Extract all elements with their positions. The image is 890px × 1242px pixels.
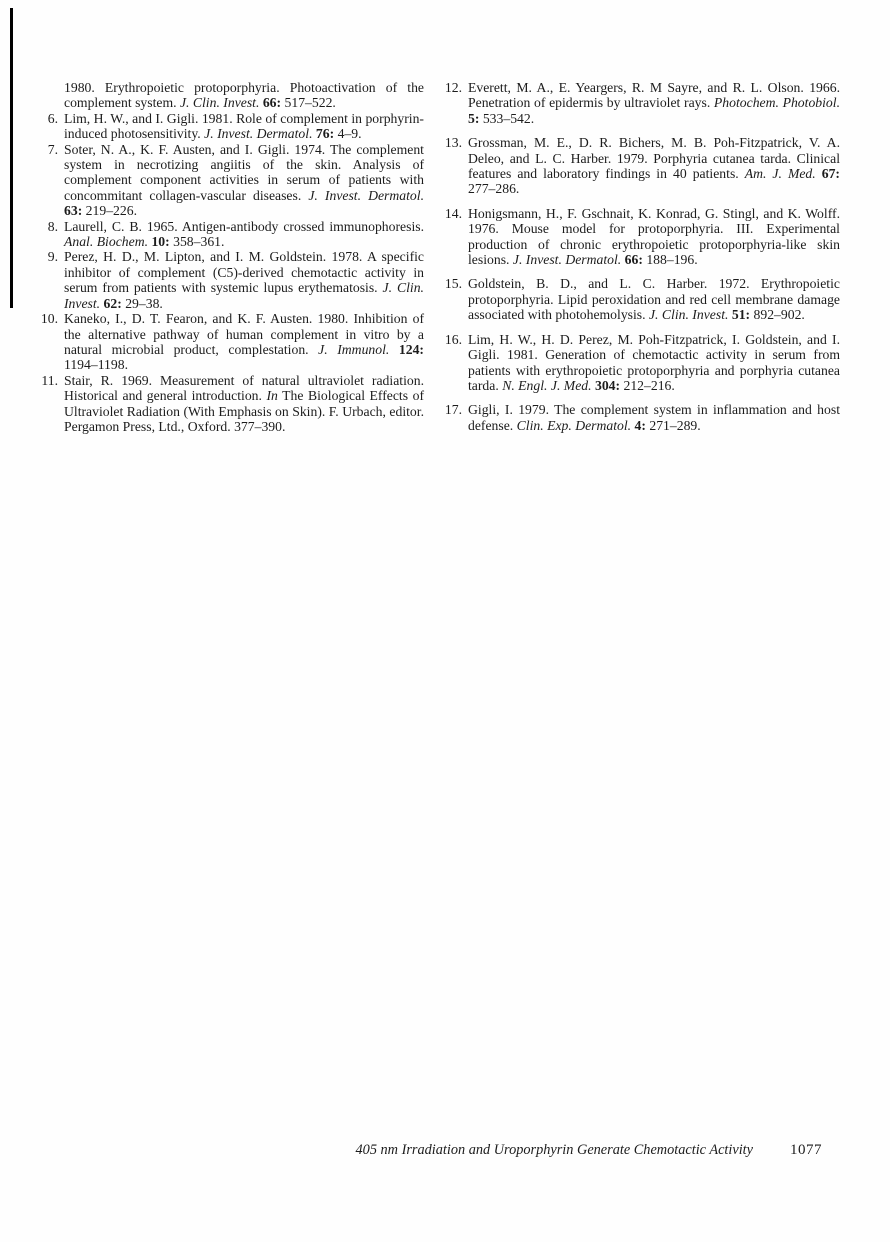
- reference-number: 14.: [444, 205, 462, 221]
- reference-item: [40, 219, 424, 250]
- reference-text-segment: 517–522.: [281, 95, 336, 111]
- reference-text-segment: 66:: [262, 95, 282, 111]
- reference-item: [40, 373, 424, 435]
- reference-text-segment: J. Invest. Dermatol.: [204, 126, 316, 142]
- reference-number: 12.: [444, 80, 462, 95]
- reference-text-segment: Soter, N. A., K. F. Austen, and I. Gigli. 1974. The complement system in necrotizing angiitis of the skin. Analysis of complement component activities in serum of patients with concommitant collagen-vascular diseases.: [64, 141, 424, 203]
- reference-text-segment: Lim, H. W., and I. Gigli. 1981. Role of complement in porphyrin-induced photosensitivity.: [64, 110, 424, 142]
- reference-text-segment: In: [266, 388, 278, 404]
- reference-text-segment: 892–902.: [750, 307, 805, 323]
- reference-text-segment: J. Clin. Invest.: [179, 95, 263, 111]
- reference-item: [440, 135, 840, 197]
- reference-text-segment: 271–289.: [645, 417, 701, 433]
- reference-text-segment: Goldstein, B. D., and L. C. Harber. 1972. Erythropoietic protoporphyria. Lipid peroxidation and red cell membrane damage associated with photohemolysis.: [468, 276, 840, 323]
- reference-number: 7.: [47, 141, 58, 157]
- references-left-column: [40, 80, 424, 434]
- reference-item: [40, 249, 424, 311]
- reference-number: 13.: [444, 135, 462, 151]
- reference-text-segment: Lim, H. W., H. D. Perez, M. Poh-Fitzpatrick, I. Goldstein, and I. Gigli. 1981. Generation of chemotactic activity in serum from patients with erythropoietic protoporphyria and porphyria cutanea tarda.: [468, 331, 840, 393]
- reference-text-segment: Kaneko, I., D. T. Fearon, and K. F. Austen. 1980. Inhibition of the alternative pathway of human complement in vitro by a natural microbial product, complestation.: [64, 311, 424, 357]
- reference-text-segment: 124:: [398, 341, 424, 357]
- reference-item: [440, 206, 840, 268]
- reference-item: [440, 276, 840, 322]
- reference-text-segment: J. Invest. Dermatol.: [308, 187, 424, 203]
- reference-number: 6.: [47, 110, 58, 126]
- reference-item: [40, 80, 424, 111]
- reference-text-segment: Perez, H. D., M. Lipton, and I. M. Goldstein. 1978. A specific inhibitor of complement (C5)-derived chemotactic activity in serum from patients with systemic lupus erythematosis.: [64, 249, 424, 296]
- reference-text-segment: 29–38.: [121, 295, 163, 311]
- reference-text-segment: 277–286.: [468, 181, 520, 197]
- reference-text-segment: Photochem. Photobiol.: [713, 95, 840, 111]
- reference-text-segment: J. Clin. Invest.: [648, 307, 732, 323]
- scan-artifact-line: [10, 8, 13, 308]
- reference-number: 10.: [40, 311, 58, 327]
- reference-text-segment: 188–196.: [642, 252, 698, 268]
- reference-item: [440, 332, 840, 394]
- reference-text-segment: Everett, M. A., E. Yeargers, R. M Sayre, and R. L. Olson. 1966. Penetration of epidermis by ultraviolet rays.: [468, 80, 840, 111]
- reference-text-segment: 219–226.: [82, 203, 137, 219]
- reference-text-segment: 66:: [624, 252, 643, 268]
- reference-item: [440, 402, 840, 433]
- reference-text-segment: 76:: [315, 126, 335, 142]
- references-right-column: [440, 80, 840, 433]
- reference-text-segment: 358–361.: [169, 234, 225, 250]
- reference-text-segment: 51:: [731, 307, 751, 323]
- reference-text-segment: J. Clin. Invest.: [64, 280, 424, 311]
- reference-text-segment: J. Immunol.: [318, 341, 399, 357]
- reference-text-segment: 212–216.: [620, 377, 675, 393]
- reference-text-segment: 4:: [634, 417, 646, 433]
- reference-text-segment: Clin. Exp. Dermatol.: [516, 417, 635, 433]
- reference-text-segment: 5:: [468, 110, 480, 126]
- reference-text-segment: Am. J. Med.: [744, 166, 822, 182]
- reference-item: [40, 111, 424, 142]
- reference-text-segment: 304:: [594, 377, 621, 393]
- reference-text-segment: 63:: [64, 203, 83, 219]
- reference-text-segment: 533–542.: [479, 110, 535, 126]
- reference-number: 9.: [47, 249, 58, 265]
- reference-text-segment: Grossman, M. E., D. R. Bichers, M. B. Poh-Fitzpatrick, V. A. Deleo, and L. C. Harber. 1979. Porphyria cutanea tarda. Clinical features and laboratory findings in 40 patients.: [468, 135, 840, 182]
- reference-text-segment: Stair, R. 1969. Measurement of natural ultraviolet radiation. Historical and general introduction.: [64, 372, 424, 404]
- reference-number: 11.: [41, 372, 58, 388]
- reference-item: [40, 142, 424, 219]
- reference-text-segment: Anal. Biochem.: [64, 234, 152, 250]
- reference-text-segment: Laurell, C. B. 1965. Antigen-antibody crossed immunophoresis.: [64, 218, 424, 234]
- reference-number: 15.: [444, 276, 462, 292]
- reference-text-segment: N. Engl. J. Med.: [502, 377, 595, 393]
- page-footer: [0, 1142, 822, 1159]
- reference-text-segment: 4–9.: [334, 126, 362, 142]
- reference-number: 17.: [444, 402, 462, 418]
- running-title: 405 nm Irradiation and Uroporphyrin Generate Chemotactic Activity: [355, 1142, 753, 1158]
- reference-text-segment: 1980. Erythropoietic protoporphyria. Photoactivation of the complement system.: [64, 80, 424, 111]
- reference-text-segment: 62:: [103, 295, 122, 311]
- reference-text-segment: J. Invest. Dermatol.: [512, 252, 625, 268]
- reference-number: 8.: [47, 218, 58, 234]
- reference-text-segment: Honigsmann, H., F. Gschnait, K. Konrad, G. Stingl, and K. Wolff. 1976. Mouse model for protoporphyria. III. Experimental production of chronic erythropoietic protoporphyria-like skin lesions.: [468, 205, 840, 268]
- reference-text-segment: 1194–1198.: [64, 357, 128, 373]
- reference-item: [440, 80, 840, 126]
- reference-text-segment: The Biological Effects of Ultraviolet Radiation (With Emphasis on Skin). F. Urbach, editor. Pergamon Press, Ltd., Oxford. 377–390.: [64, 388, 424, 434]
- reference-text-segment: Gigli, I. 1979. The complement system in inflammation and host defense.: [468, 402, 840, 433]
- reference-item: [40, 311, 424, 373]
- reference-number: 16.: [444, 331, 462, 347]
- reference-text-segment: 10:: [151, 234, 170, 250]
- reference-text-segment: 67:: [821, 166, 840, 182]
- page-number: 1077: [790, 1142, 822, 1158]
